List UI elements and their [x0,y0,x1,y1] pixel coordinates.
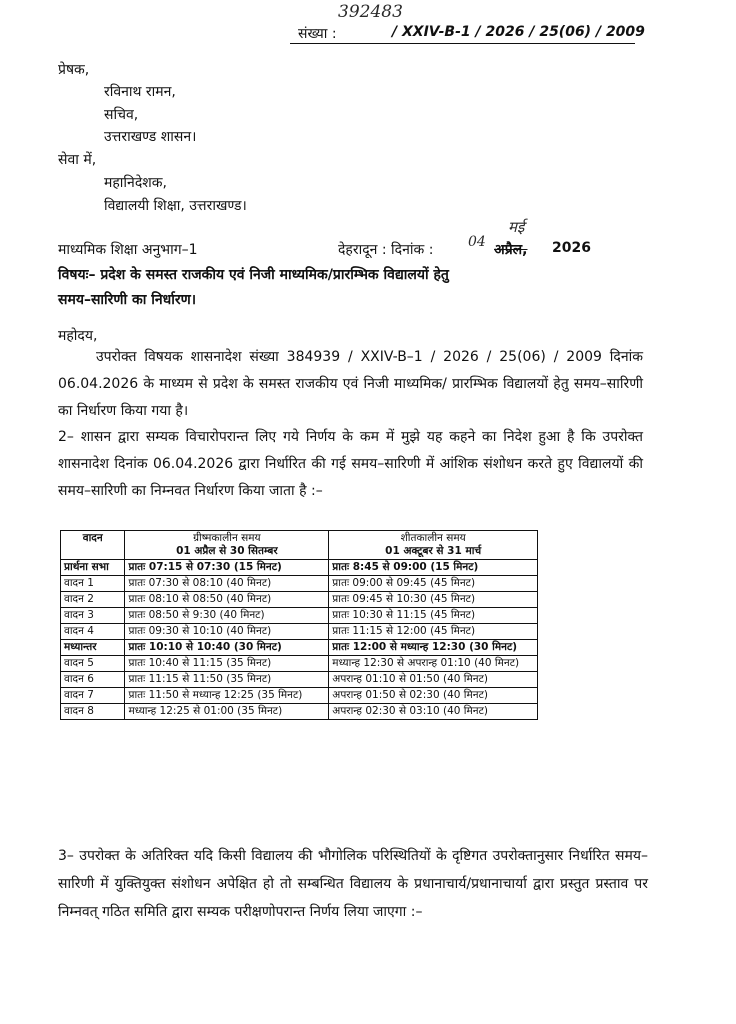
cell-winter: प्रातः 12:00 से मध्यान्ह 12:30 (30 मिनट) [329,640,538,656]
header-period [61,531,125,560]
sender-name: रविनाथ रामन, [104,84,176,100]
cell-label: वादन 4 [61,624,125,640]
header-summer-label: ग्रीष्मकालीन समय [193,532,261,544]
subject-line-1: विषयः– प्रदेश के समस्त राजकीय एवं निजी माध्यमिक/प्रारम्भिक विद्यालयों हेतु [58,267,449,283]
cell-summer: प्रातः 10:40 से 11:15 (35 मिनट) [125,656,329,672]
cell-summer: प्रातः 09:30 से 10:10 (40 मिनट) [125,624,329,640]
cell-winter: अपरान्ह 01:50 से 02:30 (40 मिनट) [329,688,538,704]
cell-winter: अपरान्ह 02:30 से 03:10 (40 मिनट) [329,704,538,720]
cell-label: वादन 3 [61,608,125,624]
cell-summer: प्रातः 11:15 से 11:50 (35 मिनट) [125,672,329,688]
cell-summer: प्रातः 08:50 से 9:30 (40 मिनट) [125,608,329,624]
timetable [60,530,538,720]
table-row [61,704,538,720]
header-winter [329,531,538,560]
handwritten-number: 392483 [338,2,403,22]
cell-label: वादन 6 [61,672,125,688]
handwritten-month: मई [508,218,525,236]
cell-winter: प्रातः 8:45 से 09:00 (15 मिनट) [329,560,538,576]
cell-summer: प्रातः 07:15 से 07:30 (15 मिनट) [125,560,329,576]
section-name: माध्यमिक शिक्षा अनुभाग–1 [58,242,198,258]
cell-winter: अपरान्ह 01:10 से 01:50 (40 मिनट) [329,672,538,688]
table-header-row [61,531,538,560]
recipient-office: विद्यालयी शिक्षा, उत्तराखण्ड। [104,198,247,214]
header-winter-label: शीतकालीन समय [400,532,466,544]
struck-month: अप्रैल, [494,242,528,258]
cell-winter: प्रातः 11:15 से 12:00 (45 मिनट) [329,624,538,640]
header-underline [290,43,635,44]
handwritten-day: 04 [468,234,486,250]
reference-number: / XXIV-B-1 / 2026 / 25(06) / 2009 [392,24,645,40]
cell-label: वादन 8 [61,704,125,720]
paragraph-2: 2– शासन द्वारा सम्यक विचारोपरान्त लिए गये निर्णय के कम में मुझे यह कहने का निदेश हुआ है कि उपरोक्त शासनादेश दिनांक 06.04.2026 द्वारा निर्धारित की गई समय–सारिणी में आंशिक संशोधन करते हुए विद्यालयों की समय–सारिणी का निम्नवत निर्धारण किया जाता है :– [58,429,643,499]
recipient-post: महानिदेशक, [104,175,167,191]
cell-label: वादन 1 [61,576,125,592]
cell-winter: प्रातः 09:00 से 09:45 (45 मिनट) [329,576,538,592]
table-row [61,640,538,656]
cell-label: मध्यान्तर [61,640,125,656]
cell-summer: प्रातः 10:10 से 10:40 (30 मिनट) [125,640,329,656]
cell-summer: मध्यान्ह 12:25 से 01:00 (35 मिनट) [125,704,329,720]
sender-label: प्रेषक, [58,62,90,78]
table-row [61,672,538,688]
header-summer [125,531,329,560]
header-winter-range: 01 अक्टूबर से 31 मार्च [385,545,482,557]
cell-summer: प्रातः 11:50 से मध्यान्ह 12:25 (35 मिनट) [125,688,329,704]
table-row [61,576,538,592]
salutation: महोदय, [58,328,98,344]
cell-label: वादन 2 [61,592,125,608]
recipient-label: सेवा में, [58,152,97,168]
table-row [61,688,538,704]
cell-winter: प्रातः 09:45 से 10:30 (45 मिनट) [329,592,538,608]
table-row [61,656,538,672]
cell-label: प्रार्थना सभा [61,560,125,576]
table-row [61,624,538,640]
header-summer-range: 01 अप्रैल से 30 सितम्बर [176,545,278,557]
date-year: 2026 [552,240,591,256]
paragraph-1: उपरोक्त विषयक शासनादेश संख्या 384939 / XXIV-B–1 / 2026 / 25(06) / 2009 दिनांक 06.04.2026 के माध्यम से प्रदेश के समस्त राजकीय एवं निजी माध्यमिक/ प्रारम्भिक विद्यालयों हेतु समय–सारिणी का निर्धारण किया गया है। [58,349,643,419]
paragraph-3: 3– उपरोक्त के अतिरिक्त यदि किसी विद्यालय की भौगोलिक परिस्थितियों के दृष्टिगत उपरोक्तानुसार निर्धारित समय–सारिणी में युक्तियुक्त संशोधन अपेक्षित हो तो सम्बन्धित विद्यालय के प्रधानाचार्य/प्रधानाचार्या द्वारा प्रस्तुत प्रस्ताव पर निम्नवत् गठित समिति द्वारा सम्यक परीक्षणोपरान्त निर्णय लिया जाएगा :– [58,848,648,920]
cell-winter: मध्यान्ह 12:30 से अपरान्ह 01:10 (40 मिनट) [329,656,538,672]
cell-label: वादन 7 [61,688,125,704]
cell-winter: प्रातः 10:30 से 11:15 (45 मिनट) [329,608,538,624]
cell-summer: प्रातः 07:30 से 08:10 (40 मिनट) [125,576,329,592]
sankhya-label: संख्या : [298,26,337,42]
table-row [61,560,538,576]
table-row [61,608,538,624]
subject-line-2: समय–सारिणी का निर्धारण। [58,292,197,308]
sender-office: उत्तराखण्ड शासन। [104,129,197,145]
cell-summer: प्रातः 08:10 से 08:50 (40 मिनट) [125,592,329,608]
cell-label: वादन 5 [61,656,125,672]
sender-post: सचिव, [104,107,139,123]
table-row [61,592,538,608]
date-label: देहरादून : दिनांक : [338,242,434,258]
header-period-label: वादन [82,532,103,544]
